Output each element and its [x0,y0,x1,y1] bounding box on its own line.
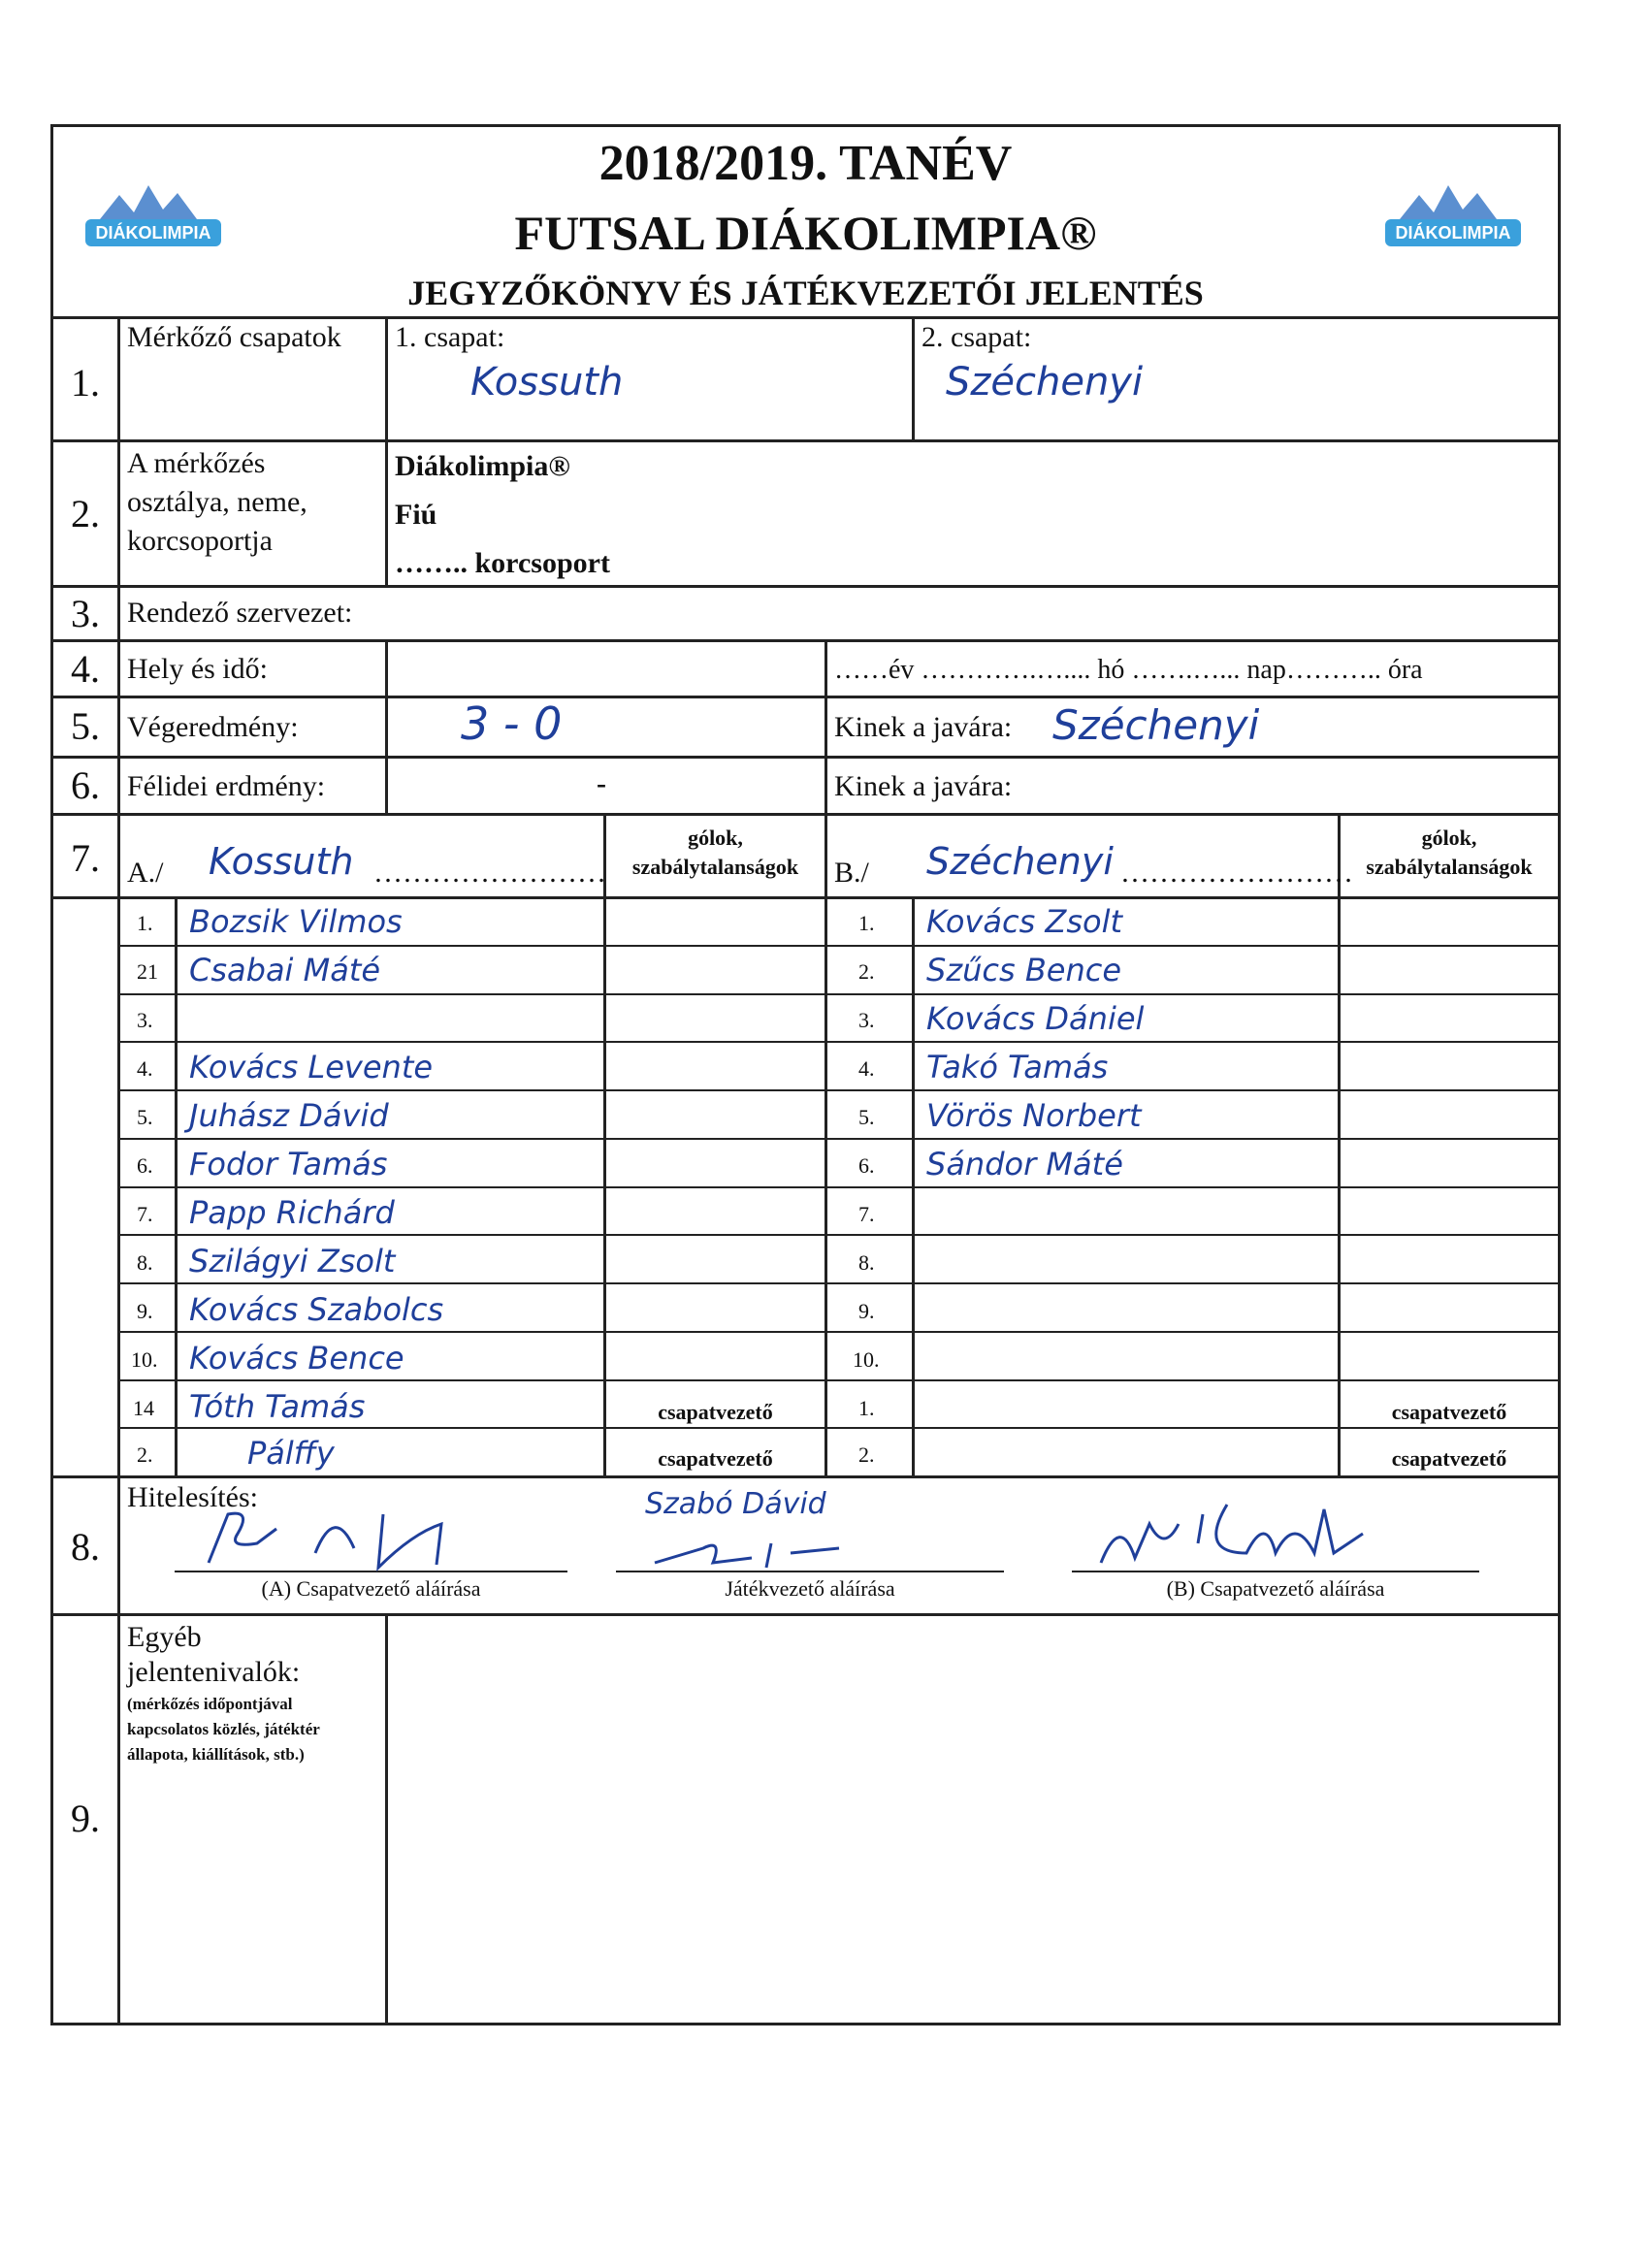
team1-name: Kossuth [470,360,624,405]
teamB-row-no: 2. [858,1442,875,1467]
teamA-row-no: 14 [133,1396,154,1420]
teamB-player: Szűcs Bence [926,952,1122,988]
teamB-row-no: 1. [858,1396,875,1420]
sigB-signature [1082,1485,1373,1572]
other-note-1: (mérkőzés időpontjával [127,1695,293,1713]
teamA-leader-label: csapatvezető [658,1400,773,1424]
logo-text-right: DIÁKOLIMPIA [1395,223,1511,243]
teamA-row-no: 3. [137,1008,153,1032]
teamB-row-no: 9. [858,1299,875,1323]
section-number: 7. [71,836,100,880]
roster-row-line [117,1427,1558,1429]
teamA-player: Papp Richárd [189,1194,395,1231]
teamA-player: Kovács Szabolcs [189,1291,444,1328]
authentication-label: Hitelesítés: [127,1481,258,1513]
section-number: 5. [71,704,100,748]
teams-label: Mérkőző csapatok [127,321,341,353]
section-number: 8. [71,1525,100,1569]
teamB-row-no: 2. [858,959,875,984]
team1-label: 1. csapat: [395,321,505,353]
teamB-row-no: 6. [858,1153,875,1178]
teamA-goals-header-2: szabálytalanságok [631,855,799,879]
final-score: 3 - 0 [461,697,563,750]
category-value-2: Fiú [395,499,437,531]
logo-text-left: DIÁKOLIMPIA [95,223,211,243]
sigA-caption: (A) Csapatvezető aláírása [261,1576,481,1601]
teamA-player: Szilágyi Zsolt [189,1243,396,1280]
header-year: 2018/2019. TANÉV [598,136,1013,191]
roster-row-line [117,993,1558,995]
teamA-row-no: 2. [137,1442,153,1467]
organizer-label: Rendező szervezet: [127,597,353,629]
teamA-row-no: 7. [137,1202,153,1226]
team2-label: 2. csapat: [922,321,1032,353]
teamA-player: Pálffy [247,1435,335,1472]
teamA-player: Kovács Levente [189,1049,434,1085]
teamA-goals-header-1: gólok, [688,826,743,850]
category-value-1: Diákolimpia® [395,450,570,482]
referee-signature [645,1529,858,1572]
header-title: FUTSAL DIÁKOLIMPIA® [514,206,1097,260]
roster-row-line [117,1282,1558,1284]
teamB-row-no: 5. [858,1105,875,1129]
category-label-3: korcsoportja [127,525,273,557]
category-value-3: …….. korcsoport [395,547,610,579]
sigB-caption: (B) Csapatvezető aláírása [1166,1576,1385,1601]
roster-row-line [117,1331,1558,1333]
date-field: ……év ………….….... hó …….…... nap……….. óra [834,655,1423,685]
teamA-prefix: A./ [127,857,164,889]
teamA-row-no: 9. [137,1299,153,1323]
roster-row-line [117,1041,1558,1043]
teamA-row-no: 4. [137,1056,153,1081]
teamB-player: Vörös Norbert [926,1097,1142,1134]
teamB-goals-header-2: szabálytalanságok [1366,855,1533,879]
teamA-row-no: 10. [131,1347,158,1372]
teamB-prefix: B./ [834,857,869,889]
section-number: 6. [71,763,100,807]
other-note-3: állapota, kiállítások, stb.) [127,1745,305,1764]
roster-row-line [117,1379,1558,1381]
halftime-label: Félidei erdmény: [127,770,326,802]
teamA-row-no: 1. [137,911,153,935]
teamB-leader-label: csapatvezető [1391,1400,1507,1424]
section-number: 4. [71,647,100,691]
teamB-row-no: 8. [858,1250,875,1275]
section-number: 9. [71,1797,100,1840]
halftime-winner-label: Kinek a javára: [834,770,1013,802]
teamB-player: Kovács Dániel [926,1000,1145,1037]
teamB-dots: …………………… [1120,857,1353,889]
final-winner: Széchenyi [1052,701,1260,749]
other-label-1: Egyéb [127,1621,202,1653]
teamB-player: Sándor Máté [926,1146,1123,1183]
teamA-row-no: 21 [137,959,158,984]
teamA-player: Kovács Bence [189,1340,404,1377]
section-number: 3. [71,592,100,635]
teamB-row-no: 1. [858,911,875,935]
roster-row-line [117,1234,1558,1236]
teamB-row-no: 7. [858,1202,875,1226]
teamA-leader-label: csapatvezető [658,1446,773,1471]
sigRef-caption: Játékvezető aláírása [725,1576,895,1601]
sigA-signature [199,1495,509,1572]
roster-row-line [117,945,1558,947]
teamA-player: Fodor Tamás [189,1146,388,1183]
header-subtitle: JEGYZŐKÖNYV ÉS JÁTÉKVEZETŐI JELENTÉS [407,274,1204,312]
final-winner-label: Kinek a javára: [834,711,1013,743]
teamA-name: Kossuth [209,840,354,883]
teamA-player: Csabai Máté [189,952,381,988]
report-form [50,124,1561,2025]
teamA-player: Juhász Dávid [189,1097,389,1134]
teamA-row-no: 6. [137,1153,153,1178]
teamA-row-no: 5. [137,1105,153,1129]
roster-row-line [117,1138,1558,1140]
teamA-player: Bozsik Vilmos [189,903,403,940]
teamA-row-no: 8. [137,1250,153,1275]
teamB-row-no: 4. [858,1056,875,1081]
final-result-label: Végeredmény: [127,711,299,743]
category-label-2: osztálya, neme, [127,486,307,518]
referee-name: Szabó Dávid [645,1487,826,1521]
section-number: 2. [71,492,100,535]
section-number: 1. [71,361,100,405]
teamB-row-no: 10. [853,1347,880,1372]
team2-name: Széchenyi [946,360,1144,405]
teamB-player: Kovács Zsolt [926,903,1123,940]
halftime-score: - [597,767,606,799]
teamA-dots: …………………… [373,857,606,889]
other-label-2: jelentenivalók: [127,1656,301,1688]
roster-row-line [117,1089,1558,1091]
category-label-1: A mérkőzés [127,447,266,479]
teamB-leader-label: csapatvezető [1391,1446,1507,1471]
roster-row-line [117,1186,1558,1188]
other-note-2: kapcsolatos közlés, játéktér [127,1720,320,1738]
teamB-row-no: 3. [858,1008,875,1032]
teamA-player: Tóth Tamás [189,1388,366,1425]
teamB-name: Széchenyi [926,840,1114,883]
teamB-goals-header-1: gólok, [1421,826,1477,850]
teamB-player: Takó Tamás [926,1049,1109,1085]
place-time-label: Hely és idő: [127,653,268,685]
